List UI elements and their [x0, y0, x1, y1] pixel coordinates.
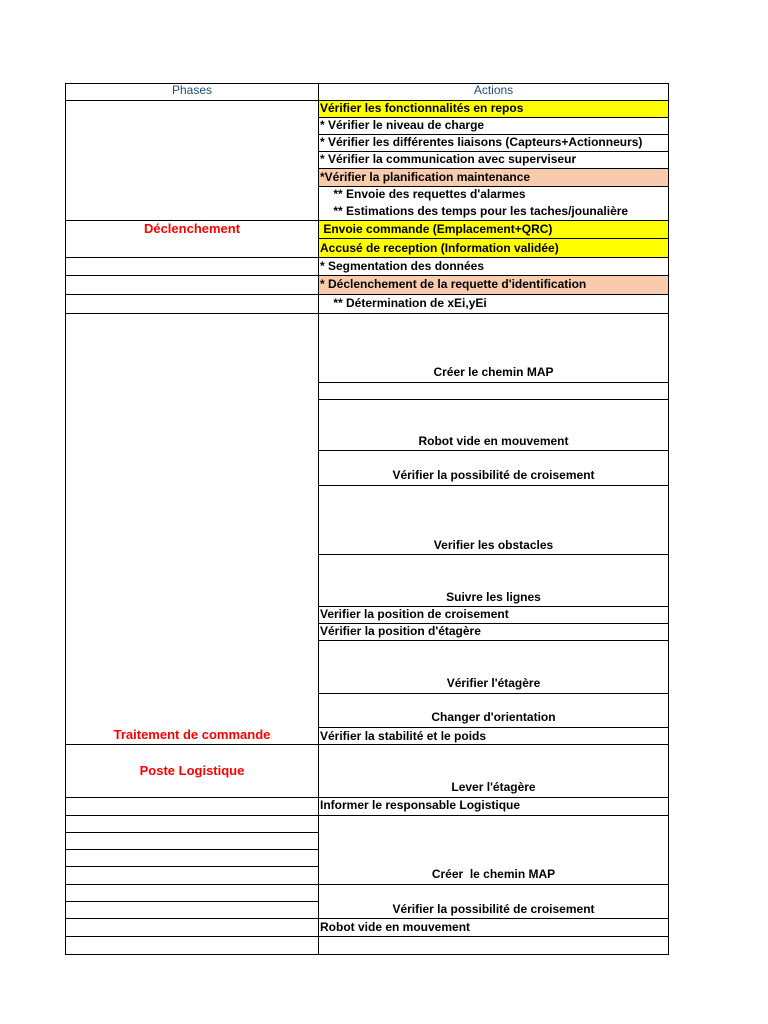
action-cell: Envoie commande (Emplacement+QRC)	[320, 222, 553, 236]
action-cell: Vérifier la possibilité de croisement	[392, 468, 595, 482]
action-cell: Créer le chemin MAP	[431, 867, 556, 881]
action-cell: Verifier les obstacles	[433, 538, 554, 552]
action-cell: Informer le responsable Logistique	[320, 798, 521, 812]
grid-line	[318, 485, 669, 486]
phase-traitement-de-commande: Traitement de commande	[113, 727, 271, 742]
grid-line	[65, 257, 669, 258]
grid-line	[318, 382, 669, 383]
border-right	[668, 83, 669, 955]
grid-line	[318, 693, 669, 694]
grid-line	[65, 815, 669, 816]
action-cell: ** Envoie des requettes d'alarmes	[320, 187, 526, 201]
action-cell: *Vérifier la planification maintenance	[320, 170, 531, 184]
action-cell: Vérifier la position d'étagère	[320, 624, 481, 638]
grid-line	[65, 744, 669, 745]
grid-line	[65, 866, 319, 867]
phase-declenchement: Déclenchement	[143, 221, 241, 236]
grid-line	[65, 313, 669, 314]
grid-line	[65, 275, 669, 276]
action-cell: * Segmentation des données	[320, 259, 485, 273]
action-cell: Vérifier l'étagère	[446, 676, 541, 690]
grid-line	[318, 450, 669, 451]
grid-line	[65, 918, 669, 919]
grid-line	[318, 399, 669, 400]
grid-line	[65, 832, 319, 833]
grid-line	[65, 849, 319, 850]
action-cell: Créer le chemin MAP	[433, 365, 554, 379]
grid-line	[318, 168, 669, 169]
column-header-phases: Phases	[171, 83, 213, 97]
action-cell: Robot vide en mouvement	[320, 920, 471, 934]
action-cell: * Vérifier les différentes liaisons (Capteurs+Actionneurs)	[320, 135, 643, 149]
border-middle	[318, 83, 319, 955]
action-cell: Lever l'étagère	[451, 780, 536, 794]
grid-line	[65, 901, 319, 902]
action-cell: * Vérifier le niveau de charge	[320, 118, 485, 132]
grid-line	[318, 238, 669, 239]
action-cell: Robot vide en mouvement	[418, 434, 569, 448]
grid-line	[318, 727, 669, 728]
grid-line	[318, 640, 669, 641]
action-cell: Vérifier la possibilité de croisement	[392, 902, 595, 916]
action-cell: * Déclenchement de la requette d'identification	[320, 277, 587, 291]
action-cell: Vérifier les fonctionnalités en repos	[320, 101, 524, 115]
column-header-actions: Actions	[473, 83, 514, 97]
action-cell: Accusé de reception (Information validée)	[320, 241, 559, 255]
grid-line	[65, 936, 669, 937]
action-cell: Suivre les lignes	[446, 590, 541, 604]
action-cell: * Vérifier la communication avec superviseur	[320, 152, 577, 166]
grid-line	[318, 554, 669, 555]
action-cell: Vérifier la stabilité et le poids	[320, 729, 487, 743]
phase-poste-logistique: Poste Logistique	[139, 763, 245, 778]
action-cell: Verifier la position de croisement	[320, 607, 509, 621]
border-left	[65, 83, 66, 955]
grid-line	[65, 884, 669, 885]
grid-line	[65, 294, 669, 295]
action-cell: ** Détermination de xEi,yEi	[320, 296, 487, 310]
grid-line	[65, 954, 669, 955]
action-cell: ** Estimations des temps pour les taches/jounalière	[320, 204, 629, 218]
action-cell: Changer d'orientation	[431, 710, 556, 724]
